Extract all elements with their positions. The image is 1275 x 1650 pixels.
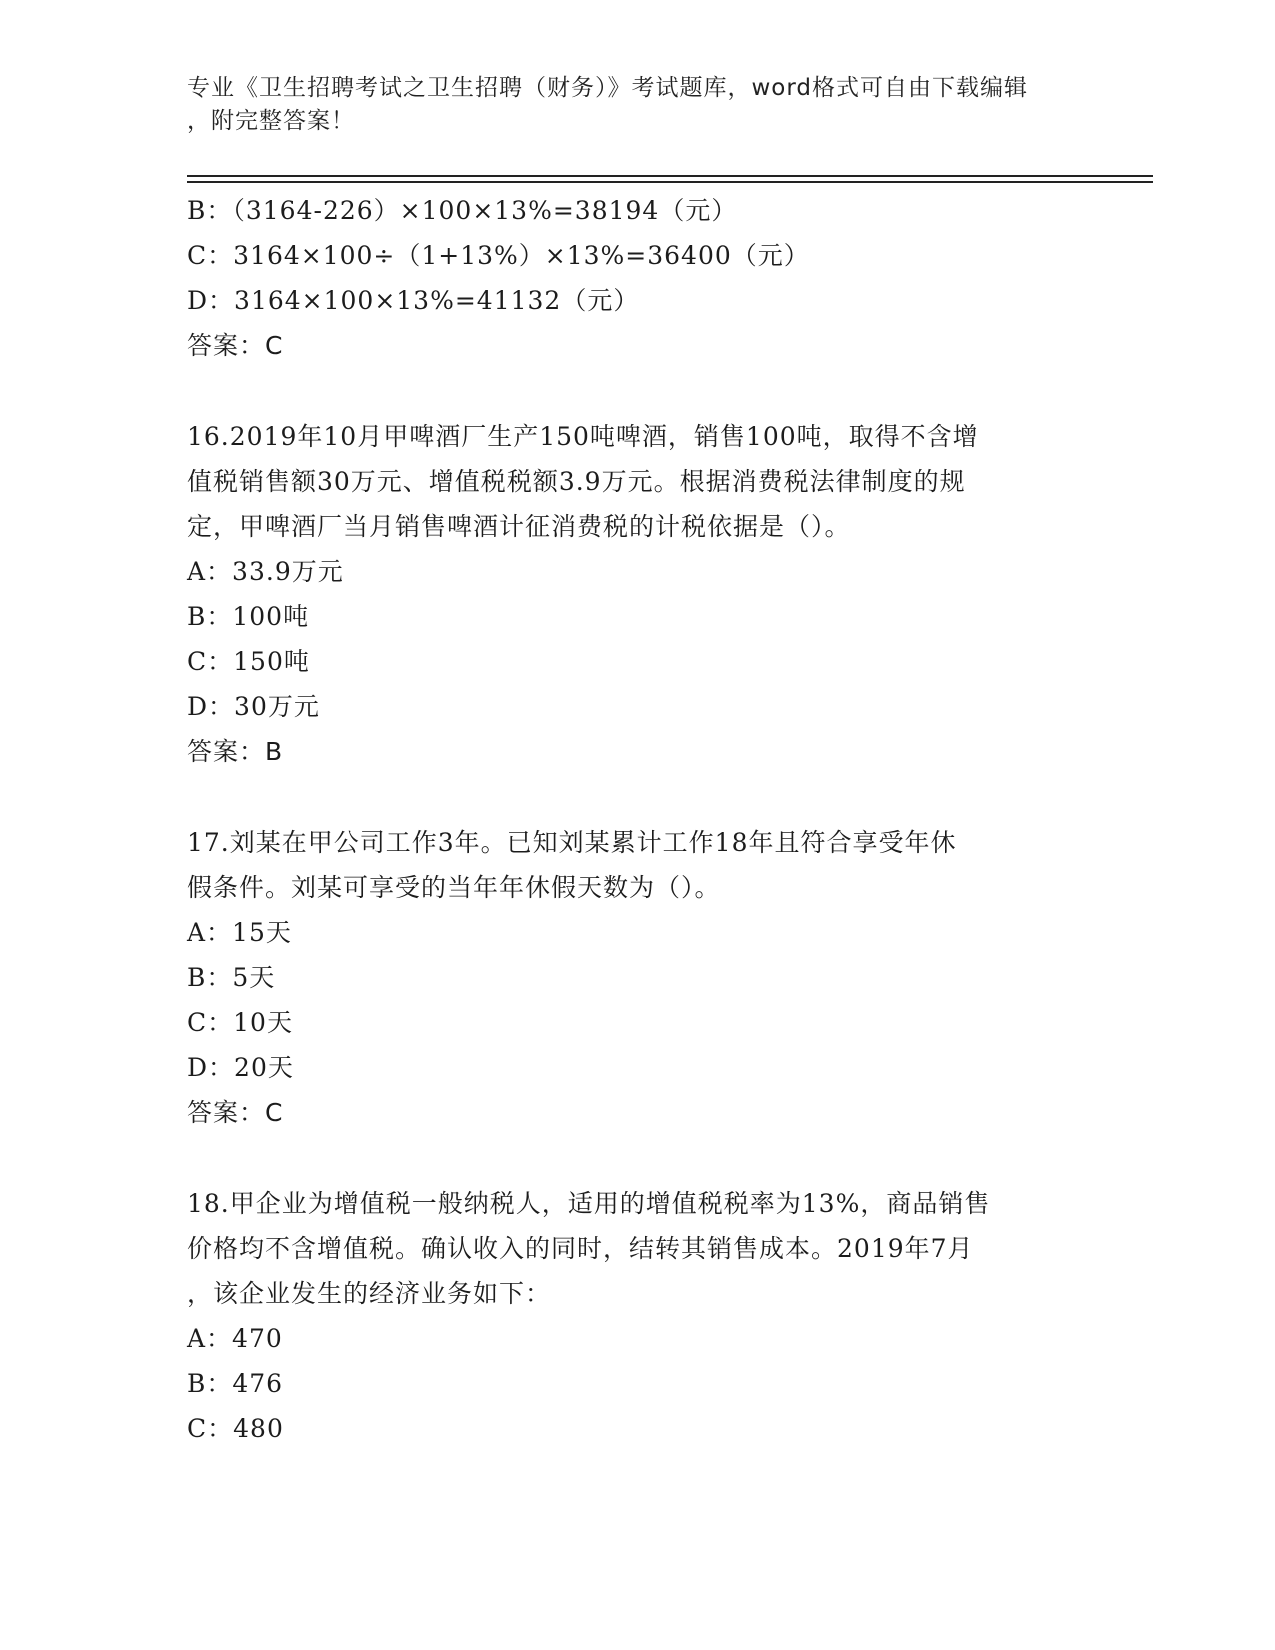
question-stem-line: 值税销售额30万元、增值税税额3.9万元。根据消费税法律制度的规 xyxy=(187,467,966,496)
option-c: C：480 xyxy=(187,1414,284,1443)
question-15-tail xyxy=(187,188,1087,368)
question-17 xyxy=(187,820,1087,1135)
option-b: B：476 xyxy=(187,1369,284,1398)
question-16 xyxy=(187,414,1087,774)
header-divider-bottom xyxy=(187,181,1153,183)
question-stem-line: 18.甲企业为增值税一般纳税人，适用的增值税税率为13%，商品销售 xyxy=(187,1189,991,1218)
option-b: B：5天 xyxy=(187,963,276,992)
option-c: C：150吨 xyxy=(187,647,310,676)
answer-line: 答案：B xyxy=(187,737,284,766)
option-a: A：33.9万元 xyxy=(187,557,344,586)
option-b: B：（3164-226）×100×13%=38194（元） xyxy=(187,196,738,225)
question-18 xyxy=(187,1181,1087,1451)
option-a: A：15天 xyxy=(187,918,292,947)
option-d: D：3164×100×13%=41132（元） xyxy=(187,286,640,315)
question-stem-line: 定，甲啤酒厂当月销售啤酒计征消费税的计税依据是（）。 xyxy=(187,512,851,541)
answer-line: 答案：C xyxy=(187,1098,284,1127)
question-stem-line: 16.2019年10月甲啤酒厂生产150吨啤酒，销售100吨，取得不含增 xyxy=(187,422,979,451)
spacer xyxy=(187,1135,1087,1181)
spacer xyxy=(187,368,1087,414)
question-stem-line: 17.刘某在甲公司工作3年。已知刘某累计工作18年且符合享受年休 xyxy=(187,828,957,857)
option-c: C：3164×100÷（1+13%）×13%=36400（元） xyxy=(187,241,810,270)
header-divider-top xyxy=(187,175,1153,177)
header-line-1: 专业《卫生招聘考试之卫生招聘（财务）》考试题库，word格式可自由下载编辑 xyxy=(187,75,1029,101)
option-b: B：100吨 xyxy=(187,602,310,631)
option-c: C：10天 xyxy=(187,1008,293,1037)
option-d: D：30万元 xyxy=(187,692,320,721)
header-line-2: ，附完整答案！ xyxy=(187,108,355,134)
question-stem-line: ，该企业发生的经济业务如下： xyxy=(187,1279,552,1308)
question-stem-line: 假条件。刘某可享受的当年年休假天数为（）。 xyxy=(187,873,721,902)
option-d: D：20天 xyxy=(187,1053,294,1082)
question-stem-line: 价格均不含增值税。确认收入的同时，结转其销售成本。2019年7月 xyxy=(187,1234,974,1263)
option-a: A：470 xyxy=(187,1324,283,1353)
page-header xyxy=(187,72,1067,138)
question-content xyxy=(187,188,1087,1451)
spacer xyxy=(187,774,1087,820)
answer-line: 答案：C xyxy=(187,331,284,360)
